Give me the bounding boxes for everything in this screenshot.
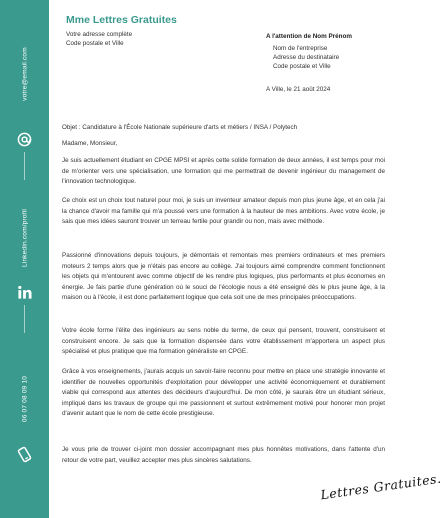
salutation: Madame, Monsieur,	[62, 140, 118, 147]
letter-date: A Ville, le 21 août 2024	[266, 86, 331, 93]
linkedin-text[interactable]: Linkedin.com/profil	[21, 209, 29, 267]
letter-subject: Objet : Candidature à l'École Nationale supérieure d'arts et métiers / INSA / Polytech	[62, 124, 298, 131]
linkedin-icon	[17, 285, 32, 300]
paragraph: Je suis actuellement étudiant en CPGE MPSI et après cette solide formation de deux années, il est temps pour moi de m'orienter vers une spécialisation, une formation qui me permettrait de devenir ingénieur du management de l'innovation technologique.	[62, 157, 385, 185]
phone-icon	[17, 447, 32, 462]
sender-name: Mme Lettres Gratuites	[66, 14, 177, 26]
paragraph: Passionné d'innovations depuis toujours, je démontais et remontais mes premiers ordinateurs et mes premiers moteurs 2 temps alors que je n'étais pas encore au collège. J'ai toujours aimé comprendre comment fonctionnent les objets qui m'entourent avec comme objectif de les rendre plus logiques, plus performants et plus économes en énergie. Je fais partie d'une génération où le souci de l'écologie nous a été enseigné dès le plus jeune âge, à la maison ou à l'école, il est donc parfaitement logique que cela soit une de mes principales préoccupations.	[62, 252, 385, 301]
recipient-attention: A l'attention de Nom Prénom	[266, 33, 352, 40]
paragraph: Votre école forme l'élite des ingénieurs au sens noble du terme, de ceux qui pensent, trouvent, construisent et construisent encore. Je sais que la formation dispensée dans votre établissement m'apportera un aspect plus spécialisé et plus pratique que ma formation généraliste en CPGE.	[62, 327, 385, 355]
paragraph: Grâce à vos enseignements, j'aurais acquis un savoir-faire reconnu pour mettre en place une stratégie innovante et identifier de nouvelles opportunités d'exploitation pour développer une activité économiquement et durablement viable qui correspond aux attentes des décideurs d'aujourd'hui. De mon côté, je saurais être un étudiant sérieux, impliqué dans les travaux de groupe qui me passionnent et surtout extrêmement motivé pour honorer mon projet d'avenir autant que le nom de cette école prestigieuse.	[62, 368, 385, 417]
at-icon	[17, 132, 32, 147]
letter-content	[49, 0, 442, 518]
recipient-address: Adresse du destinataire	[273, 54, 340, 61]
phone-text[interactable]: 06 07 08 09 10	[21, 375, 29, 423]
recipient-company: Nom de l'entreprise	[273, 45, 328, 52]
sender-postal: Code postale et Ville	[66, 40, 124, 47]
paragraph: Je vous prie de trouver ci-joint mon dossier accompagnant mes plus honnêtes motivations, dans l'attente d'un retour de votre part, veuillez accepter mes plus sincères salutations.	[62, 446, 385, 464]
paragraph: Ce choix est un choix tout naturel pour moi, je suis un inventeur amateur depuis mon plus jeune âge, et en cela j'ai la chance d'avoir ma famille qui m'a poussé vers une formation à la hauteur de mes ambitions. Avec votre école, je sais que mes idées sauront trouver un terreau fertile pour grandir ou non, mais avec méthode.	[62, 197, 385, 225]
signature: Lettres Gratuites.	[319, 470, 442, 503]
email-text[interactable]: votre@email.com	[21, 47, 29, 101]
recipient-postal: Code postale et Ville	[273, 63, 331, 70]
sidebar-divider	[24, 152, 25, 180]
sidebar-divider	[24, 305, 25, 333]
contact-sidebar	[0, 0, 49, 518]
sender-address: Votre adresse complète	[66, 31, 133, 38]
